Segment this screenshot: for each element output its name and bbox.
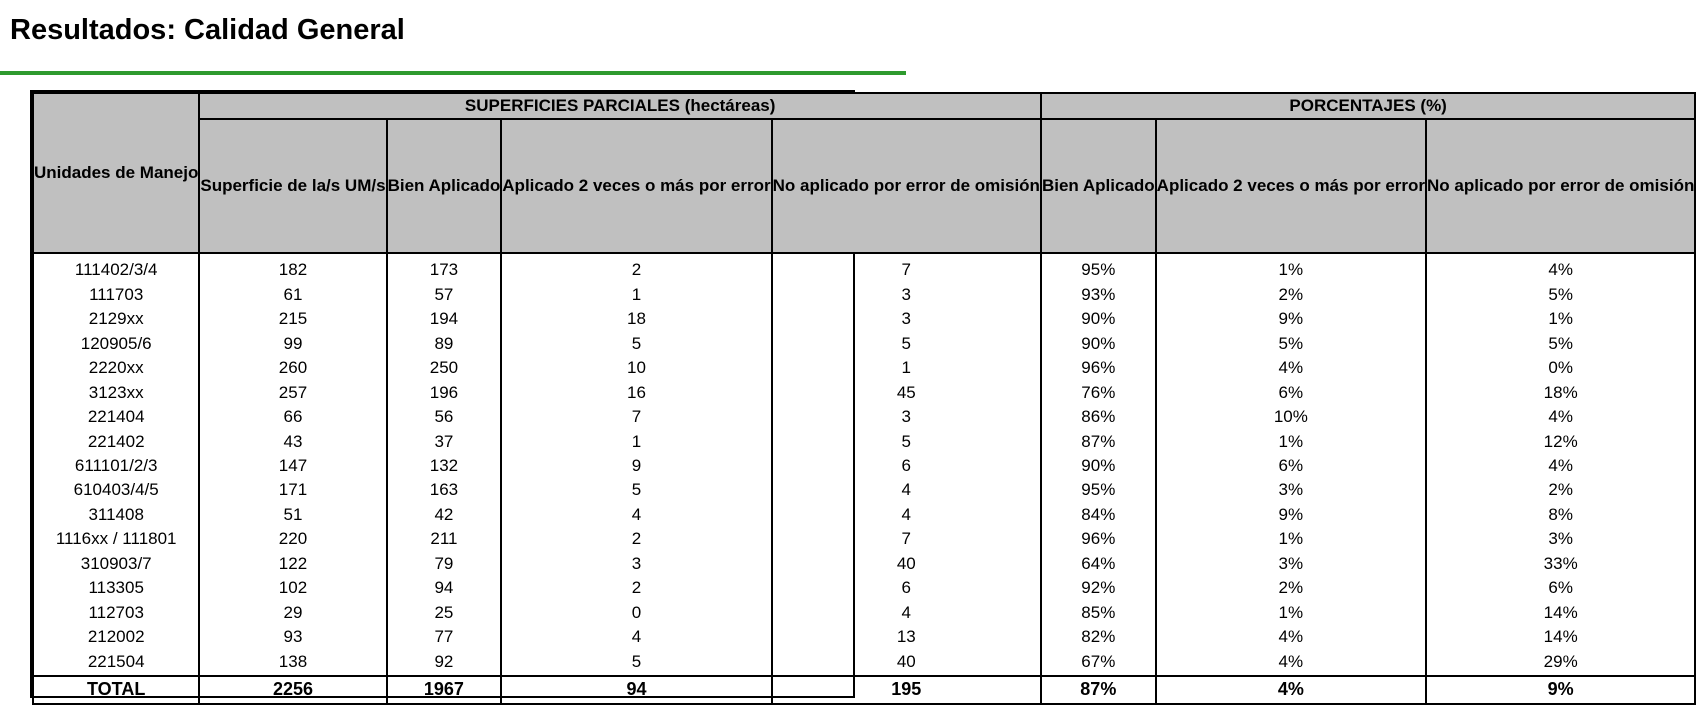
group-header-superficies: SUPERFICIES PARCIALES (hectáreas) bbox=[199, 93, 1041, 119]
table-cell: 6 bbox=[772, 454, 1041, 478]
table-cell: 37 bbox=[387, 429, 502, 453]
total-cell: 4% bbox=[1156, 676, 1426, 704]
table-row bbox=[33, 576, 1695, 600]
table-cell: 7 bbox=[772, 258, 1041, 282]
total-cell: 87% bbox=[1041, 676, 1156, 704]
table-cell: 1% bbox=[1426, 307, 1695, 331]
table-cell: 96% bbox=[1041, 527, 1156, 551]
table-cell: 3 bbox=[772, 405, 1041, 429]
total-cell: TOTAL bbox=[33, 676, 199, 704]
table-cell: 82% bbox=[1041, 625, 1156, 649]
table-cell: 111402/3/4 bbox=[33, 258, 199, 282]
table-cell: 6% bbox=[1426, 576, 1695, 600]
table-cell: 77 bbox=[387, 625, 502, 649]
table-cell: 173 bbox=[387, 258, 502, 282]
table-row bbox=[33, 282, 1695, 306]
table-cell: 5 bbox=[772, 331, 1041, 355]
table-cell: 138 bbox=[199, 650, 386, 674]
table-cell: 4 bbox=[772, 478, 1041, 502]
table-cell: 92 bbox=[387, 650, 502, 674]
table-cell: 221504 bbox=[33, 650, 199, 674]
table-cell: 93% bbox=[1041, 282, 1156, 306]
table-cell: 2129xx bbox=[33, 307, 199, 331]
table-row bbox=[33, 601, 1695, 625]
total-cell: 2256 bbox=[199, 676, 386, 704]
table-cell: 3 bbox=[772, 282, 1041, 306]
table-row bbox=[33, 307, 1695, 331]
table-cell: 51 bbox=[199, 503, 386, 527]
table-cell: 311408 bbox=[33, 503, 199, 527]
table-cell: 61 bbox=[199, 282, 386, 306]
table-cell: 2 bbox=[501, 258, 771, 282]
table-cell: 45 bbox=[772, 380, 1041, 404]
table-cell: 610403/4/5 bbox=[33, 478, 199, 502]
table-cell: 163 bbox=[387, 478, 502, 502]
table-cell: 1 bbox=[501, 429, 771, 453]
table-cell: 2220xx bbox=[33, 356, 199, 380]
table-cell: 120905/6 bbox=[33, 331, 199, 355]
table-cell: 29 bbox=[199, 601, 386, 625]
table-cell: 111703 bbox=[33, 282, 199, 306]
table-cell: 113305 bbox=[33, 576, 199, 600]
col-header-unidades: Unidades de Manejo bbox=[33, 93, 199, 253]
table-row bbox=[33, 503, 1695, 527]
col-header-superficie: Superficie de la/s UM/s bbox=[199, 119, 386, 253]
table-cell: 132 bbox=[387, 454, 502, 478]
table-cell: 1% bbox=[1156, 601, 1426, 625]
table-cell: 2 bbox=[501, 527, 771, 551]
total-cell: 9% bbox=[1426, 676, 1695, 704]
table-cell: 25 bbox=[387, 601, 502, 625]
table-cell: 194 bbox=[387, 307, 502, 331]
table-cell: 43 bbox=[199, 429, 386, 453]
table-cell: 13 bbox=[772, 625, 1041, 649]
table-cell: 86% bbox=[1041, 405, 1156, 429]
table-row bbox=[33, 552, 1695, 576]
table-cell: 1% bbox=[1156, 527, 1426, 551]
table-cell: 221404 bbox=[33, 405, 199, 429]
table-cell: 95% bbox=[1041, 478, 1156, 502]
table-cell: 42 bbox=[387, 503, 502, 527]
table-cell: 7 bbox=[501, 405, 771, 429]
table-cell: 220 bbox=[199, 527, 386, 551]
table-cell: 67% bbox=[1041, 650, 1156, 674]
table-cell: 260 bbox=[199, 356, 386, 380]
table-cell: 99 bbox=[199, 331, 386, 355]
table-row bbox=[33, 527, 1695, 551]
table-cell: 611101/2/3 bbox=[33, 454, 199, 478]
total-cell: 195 bbox=[772, 676, 1041, 704]
table-cell: 221402 bbox=[33, 429, 199, 453]
table-cell: 2% bbox=[1156, 282, 1426, 306]
table-cell: 89 bbox=[387, 331, 502, 355]
table-cell: 3% bbox=[1156, 478, 1426, 502]
col-header-pct-bien-aplicado: Bien Aplicado bbox=[1041, 119, 1156, 253]
results-table bbox=[32, 92, 1696, 705]
table-cell: 4 bbox=[501, 625, 771, 649]
table-cell: 90% bbox=[1041, 454, 1156, 478]
table-row bbox=[33, 258, 1695, 282]
table-cell: 10 bbox=[501, 356, 771, 380]
table-cell: 2% bbox=[1156, 576, 1426, 600]
table-cell: 6% bbox=[1156, 454, 1426, 478]
table-cell: 215 bbox=[199, 307, 386, 331]
table-cell: 40 bbox=[772, 552, 1041, 576]
table-row bbox=[33, 454, 1695, 478]
table-cell: 3% bbox=[1156, 552, 1426, 576]
table-cell: 310903/7 bbox=[33, 552, 199, 576]
table-cell: 3% bbox=[1426, 527, 1695, 551]
col-header-pct-no-aplicado: No aplicado por error de omisión bbox=[1426, 119, 1695, 253]
page-title: Resultados: Calidad General bbox=[10, 14, 405, 46]
total-cell: 94 bbox=[501, 676, 771, 704]
table-cell: 66 bbox=[199, 405, 386, 429]
table-cell: 14% bbox=[1426, 625, 1695, 649]
table-cell: 5% bbox=[1426, 331, 1695, 355]
col-header-pct-aplicado-2-veces: Aplicado 2 veces o más por error bbox=[1156, 119, 1426, 253]
table-cell: 12% bbox=[1426, 429, 1695, 453]
table-row bbox=[33, 331, 1695, 355]
table-cell: 40 bbox=[772, 650, 1041, 674]
table-cell: 1116xx / 111801 bbox=[33, 527, 199, 551]
table-cell: 5 bbox=[772, 429, 1041, 453]
table-cell: 211 bbox=[387, 527, 502, 551]
table-cell: 9% bbox=[1156, 307, 1426, 331]
table-cell: 0% bbox=[1426, 356, 1695, 380]
table-cell: 4% bbox=[1156, 356, 1426, 380]
table-cell: 5 bbox=[501, 478, 771, 502]
table-cell: 122 bbox=[199, 552, 386, 576]
table-cell: 87% bbox=[1041, 429, 1156, 453]
total-row bbox=[33, 676, 1695, 704]
table-cell: 4% bbox=[1426, 258, 1695, 282]
table-cell: 10% bbox=[1156, 405, 1426, 429]
table-cell: 57 bbox=[387, 282, 502, 306]
table-cell: 79 bbox=[387, 552, 502, 576]
table-cell: 250 bbox=[387, 356, 502, 380]
table-cell: 5% bbox=[1156, 331, 1426, 355]
table-cell: 3 bbox=[772, 307, 1041, 331]
table-cell: 0 bbox=[501, 601, 771, 625]
col-header-bien-aplicado: Bien Aplicado bbox=[387, 119, 502, 253]
table-cell: 196 bbox=[387, 380, 502, 404]
table-cell: 4 bbox=[772, 503, 1041, 527]
table-cell: 147 bbox=[199, 454, 386, 478]
table-cell: 64% bbox=[1041, 552, 1156, 576]
table-cell: 9% bbox=[1156, 503, 1426, 527]
table-cell: 4 bbox=[501, 503, 771, 527]
table-cell: 14% bbox=[1426, 601, 1695, 625]
table-cell: 6% bbox=[1156, 380, 1426, 404]
table-row bbox=[33, 380, 1695, 404]
table-cell: 9 bbox=[501, 454, 771, 478]
group-header-porcentajes: PORCENTAJES (%) bbox=[1041, 93, 1695, 119]
table-cell: 18% bbox=[1426, 380, 1695, 404]
table-cell: 84% bbox=[1041, 503, 1156, 527]
table-cell: 5% bbox=[1426, 282, 1695, 306]
table-cell: 33% bbox=[1426, 552, 1695, 576]
table-cell: 56 bbox=[387, 405, 502, 429]
table-row bbox=[33, 625, 1695, 649]
table-cell: 5 bbox=[501, 650, 771, 674]
table-cell: 4% bbox=[1156, 650, 1426, 674]
table-cell: 1% bbox=[1156, 258, 1426, 282]
table-cell: 4% bbox=[1156, 625, 1426, 649]
table-row bbox=[33, 478, 1695, 502]
table-cell: 18 bbox=[501, 307, 771, 331]
table-cell: 4% bbox=[1426, 405, 1695, 429]
total-cell: 1967 bbox=[387, 676, 502, 704]
table-cell: 112703 bbox=[33, 601, 199, 625]
table-cell: 93 bbox=[199, 625, 386, 649]
col-header-no-aplicado: No aplicado por error de omisión bbox=[772, 119, 1041, 253]
table-cell: 1 bbox=[772, 356, 1041, 380]
table-cell: 4 bbox=[772, 601, 1041, 625]
table-row bbox=[33, 356, 1695, 380]
table-cell: 96% bbox=[1041, 356, 1156, 380]
table-cell: 3 bbox=[501, 552, 771, 576]
table-cell: 76% bbox=[1041, 380, 1156, 404]
table-cell: 1% bbox=[1156, 429, 1426, 453]
table-cell: 90% bbox=[1041, 331, 1156, 355]
table-row bbox=[33, 429, 1695, 453]
table-cell: 102 bbox=[199, 576, 386, 600]
col-header-aplicado-2-veces: Aplicado 2 veces o más por error bbox=[501, 119, 771, 253]
table-cell: 29% bbox=[1426, 650, 1695, 674]
table-cell: 95% bbox=[1041, 258, 1156, 282]
table-row bbox=[33, 650, 1695, 674]
table-cell: 171 bbox=[199, 478, 386, 502]
table-cell: 16 bbox=[501, 380, 771, 404]
table-cell: 5 bbox=[501, 331, 771, 355]
table-cell: 3123xx bbox=[33, 380, 199, 404]
title-underline bbox=[0, 71, 906, 75]
table-cell: 6 bbox=[772, 576, 1041, 600]
table-cell: 212002 bbox=[33, 625, 199, 649]
table-cell: 92% bbox=[1041, 576, 1156, 600]
table-cell: 8% bbox=[1426, 503, 1695, 527]
table-cell: 7 bbox=[772, 527, 1041, 551]
table-cell: 4% bbox=[1426, 454, 1695, 478]
table-cell: 1 bbox=[501, 282, 771, 306]
table-cell: 2 bbox=[501, 576, 771, 600]
table-row bbox=[33, 405, 1695, 429]
table-cell: 90% bbox=[1041, 307, 1156, 331]
table-cell: 182 bbox=[199, 258, 386, 282]
table-cell: 257 bbox=[199, 380, 386, 404]
table-cell: 94 bbox=[387, 576, 502, 600]
table-cell: 85% bbox=[1041, 601, 1156, 625]
table-cell: 2% bbox=[1426, 478, 1695, 502]
